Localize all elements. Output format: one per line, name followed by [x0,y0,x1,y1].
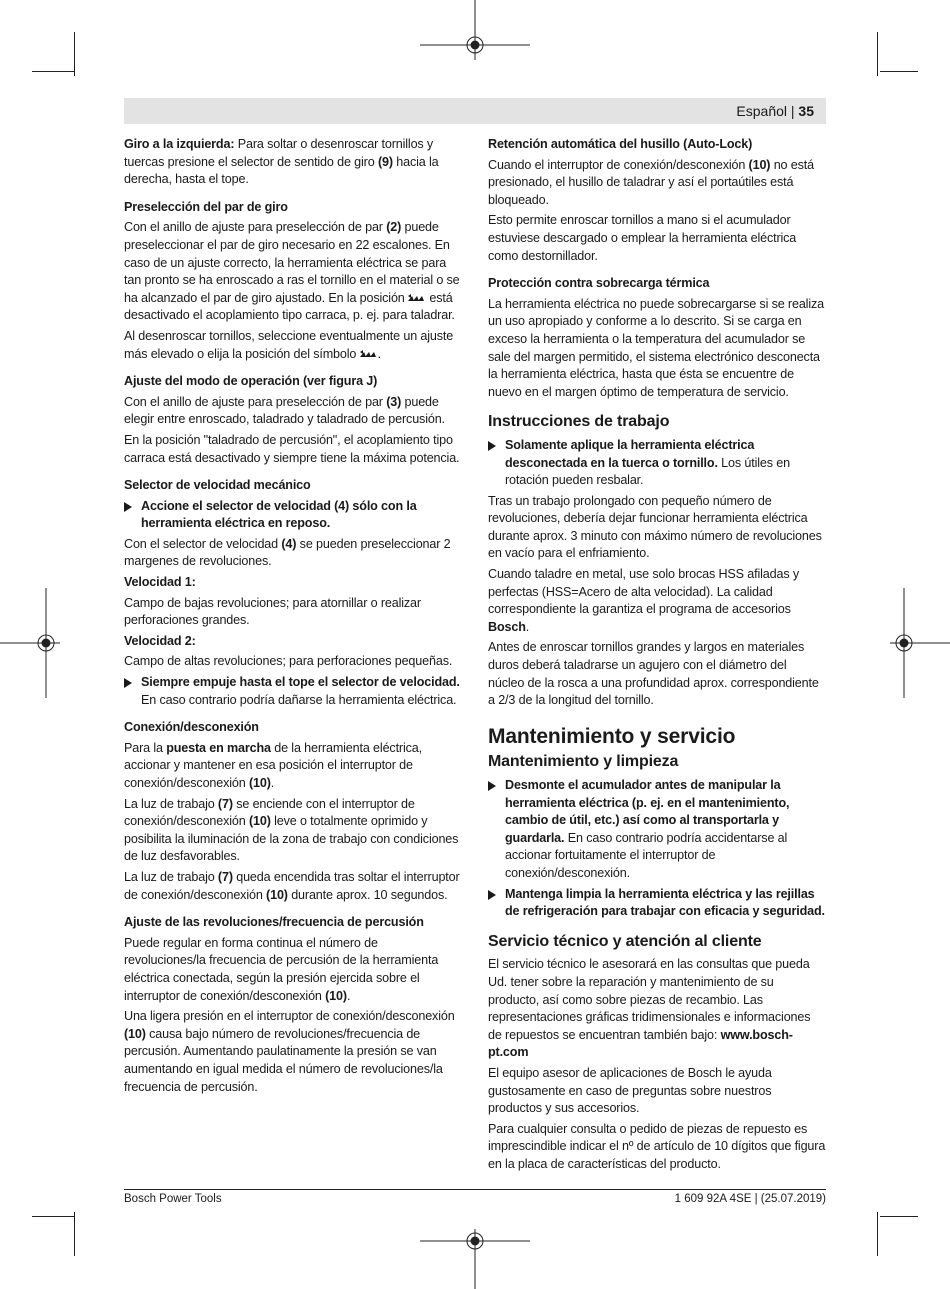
text: Para soltar o desenroscar tornillos y tuercas presione el selector de sentido de giro [124,137,434,169]
warning-bullet [124,498,462,533]
text: Al desenroscar tornillos, seleccione eventualmente un ajuste más elevado o elija la posición del símbolo [124,328,454,361]
ref: (10) [124,1026,146,1041]
text: Mantenga limpia la herramienta eléctrica y las rejillas de refrigeración para trabajar con eficacia y seguridad. [505,886,825,919]
ref: (10) [248,814,271,829]
bullet-triangle-icon [488,890,496,900]
subheading [124,633,462,651]
crop-mark [877,32,878,76]
crop-mark [877,1212,878,1256]
crop-mark [880,1216,918,1217]
paragraph: En la posición "taladrado de percusión", el acoplamiento tipo carraca está desactivado y siempre tiene la máxima potencia. [124,432,460,465]
text: Velocidad 1: [124,575,196,590]
right-column [488,136,826,1176]
footer-brand: Bosch Power Tools [124,1193,222,1205]
section-heading: Ajuste de las revoluciones/frecuencia de percusión [124,915,424,930]
paragraph [488,157,826,210]
footer-doc-id: 1 609 92A 4SE | (25.07.2019) [674,1193,826,1205]
paragraph: El equipo asesor de aplicaciones de Bosch le ayuda gustosamente en caso de preguntas sobre nuestros productos y sus accesorios. [488,1065,772,1116]
text: El servicio técnico le asesorará en las consultas que pueda Ud. tener sobre la reparación y mantenimiento de su producto, así como sobre piezas de recambio. Las representaciones gráficas tridimensionales e informaciones de repuestos se encuentran también bajo: [488,957,811,1042]
website-link[interactable]: www.bosch-pt.com [488,1027,793,1060]
ref: (10) [748,157,771,172]
paragraph: Antes de enroscar tornillos grandes y largos en materiales duros deberá taladrarse un agujero con el diámetro del núcleo de la rosca a una profundidad aprox. correspondiente a 2/3 de la longitud del tornillo. [488,640,819,708]
ref: (7) [217,869,233,884]
text: no está presionado, el husillo de taladrar y así el portaútiles está bloqueado. [488,157,814,207]
paragraph [124,869,462,904]
section-heading: Preselección del par de giro [124,199,288,214]
page-number: 35 [798,103,814,119]
subheading [124,574,462,592]
text: Los útiles en rotación pueden resbalar. [505,455,790,488]
paragraph: Campo de bajas revoluciones; para atornillar o realizar perforaciones grandes. [124,595,421,628]
section-heading: Protección contra sobrecarga térmica [488,276,710,291]
text: Siempre empuje hasta el tope el selector de velocidad. [141,675,460,690]
ref: (9) [377,154,393,169]
text: de la herramienta eléctrica, accionar y mantener en esa posición el interruptor de conexión/desconexión [124,740,422,790]
page-header: Español | 35 [736,103,814,119]
text: La luz de trabajo [124,869,218,884]
paragraph [124,219,462,325]
text: Una ligera presión en el interruptor de conexión/desconexión [124,1009,455,1024]
chapter-title: Mantenimiento y servicio [488,724,736,748]
text: Bosch [488,619,526,634]
paragraph [488,566,826,636]
text: En caso contrario podría accidentarse al accionar fortuitamente el interruptor de conexión/desconexión. [505,830,788,880]
registration-mark-icon [420,0,530,60]
bullet-triangle-icon [124,502,132,512]
crop-mark [74,1212,75,1256]
text: está desactivado el acoplamiento tipo carraca, p. ej. para taladrar. [124,290,455,323]
paragraph [124,536,462,571]
registration-mark-icon [0,588,60,698]
registration-mark-icon [420,1229,530,1289]
text: Solamente aplique la herramienta eléctrica desconectada en la tuerca o tornillo. [505,437,755,470]
text: Accione el selector de velocidad (4) sólo con la herramienta eléctrica en reposo. [141,498,417,531]
section-heading: Retención automática del husillo (Auto-Lock) [488,137,753,151]
text: puede preseleccionar el par de giro necesario en 22 escalones. En caso de un ajuste correcto, la herramienta eléctrica se para tan pronto se ha enroscado a ras el tornillo en el material o se ha alcanzado el par de giro ajustado. En la posición [124,220,460,305]
warning-bullet [488,886,826,921]
text: Con el anillo de ajuste para preselección de par [124,394,387,409]
text: Con el anillo de ajuste para preselección de par [124,220,387,235]
language-label: Español [736,103,787,119]
crop-mark [32,71,74,72]
ref: (7) [217,796,233,811]
paragraph [124,1008,462,1096]
section-heading: Conexión/desconexión [124,720,259,735]
text: se enciende con el interruptor de conexión/desconexión [124,796,415,829]
text: puesta en marcha [166,740,271,755]
section-heading: Ajuste del modo de operación (ver figura J) [124,374,378,389]
text: Para la [124,740,167,755]
text: hacia la derecha, hasta el tope. [124,154,439,187]
ref: (10) [266,887,288,902]
text: Velocidad 2: [124,633,196,648]
crop-mark [880,71,918,72]
ref: (2) [386,220,402,235]
left-column [124,136,462,1099]
ref: (10) [325,988,347,1003]
text: se pueden preseleccionar 2 margenes de revoluciones. [124,536,451,569]
text: . [346,988,351,1003]
crop-mark [32,1216,74,1217]
drill-mode-icon [408,294,426,303]
crop-mark [74,32,75,76]
bullet-triangle-icon [124,678,132,688]
ref: (3) [386,394,402,409]
text: En caso contrario podría dañarse la herramienta eléctrica. [141,692,457,707]
ref: (4) [281,536,297,551]
text: durante aprox. 10 segundos. [287,887,448,902]
paragraph [124,796,462,866]
bullet-triangle-icon [488,441,496,451]
ref: (10) [248,776,271,790]
section-title: Servicio técnico y atención al cliente [488,932,762,950]
paragraph [124,935,462,1005]
warning-bullet [124,674,462,709]
paragraph: Campo de altas revoluciones; para perforaciones pequeñas. [124,654,453,669]
text: Con el selector de velocidad [124,536,282,551]
paragraph [488,956,826,1062]
warning-bullet [488,437,826,490]
text: causa bajo número de revoluciones/frecuencia de percusión. Aumentando paulatinamente la presión se van aumentando en igual medida el número de revoluciones/la frecuencia de percusión. [124,1026,443,1094]
text: . [525,619,530,634]
registration-mark-icon [890,588,950,698]
paragraph [124,328,462,363]
section-title: Mantenimiento y limpieza [488,753,679,771]
paragraph: Para cualquier consulta o pedido de piezas de repuesto es imprescindible indicar el nº de artículo de 10 dígitos que figura en la placa de características del producto. [488,1121,826,1171]
text: queda encendida tras soltar el interruptor de conexión/desconexión [124,869,460,902]
paragraph: La herramienta eléctrica no puede sobrecargarse si se realiza un uso apropiado y conforme a lo descrito. Si se carga en exceso la herramienta o la temperatura del acumulador se sale del margen permitido, el sistema electrónico desconecta la herramienta eléctrica, hasta que ésta se encuentre de nuevo en el margen óptimo de temperatura de servicio. [488,296,824,399]
header-band [124,98,826,124]
warning-bullet [488,777,826,883]
footer-rule [124,1189,826,1190]
text: leve o totalmente oprimido y posibilita la iluminación de la zona de trabajo con condiciones de luz desfavorables. [124,814,459,864]
text: . [270,776,275,790]
text: La luz de trabajo [124,796,218,811]
giro-paragraph [124,136,462,189]
text: Puede regular en forma continua el número de revoluciones/la frecuencia de percusión de la herramienta eléctrica conectada, según la presión ejercida sobre el interruptor de conexión/desconexión [124,935,439,1003]
drill-mode-icon [360,350,378,359]
paragraph: Tras un trabajo prolongado con pequeño número de revoluciones, debería dejar funcionar herramienta eléctrica durante aprox. 3 minuto con máximo número de revoluciones en vacío para el enfriamiento. [488,493,822,561]
paragraph: Esto permite enroscar tornillos a mano si el acumulador estuviese descargado o emplear la herramienta eléctrica como destornillador. [488,213,797,263]
text: Desmonte el acumulador antes de manipular la herramienta eléctrica (p. ej. en el mantenimiento, cambio de útil, etc.) así como al transportarla y guardarla. [505,778,790,845]
text: puede elegir entre enroscado, taladrado y taladrado de percusión. [124,394,445,427]
text: . [377,346,381,361]
section-heading: Selector de velocidad mecánico [124,478,311,493]
text: Cuando el interruptor de conexión/desconexión [488,157,749,172]
bullet-triangle-icon [488,781,496,791]
paragraph [124,740,462,793]
paragraph [124,394,462,429]
section-title: Instrucciones de trabajo [488,413,670,431]
giro-label: Giro a la izquierda: [124,137,235,151]
text: Cuando taladre en metal, use solo brocas HSS afiladas y perfectas (HSS=Acero de alta velocidad). La calidad correspondiente la garantiza el programa de accesorios [488,567,799,617]
